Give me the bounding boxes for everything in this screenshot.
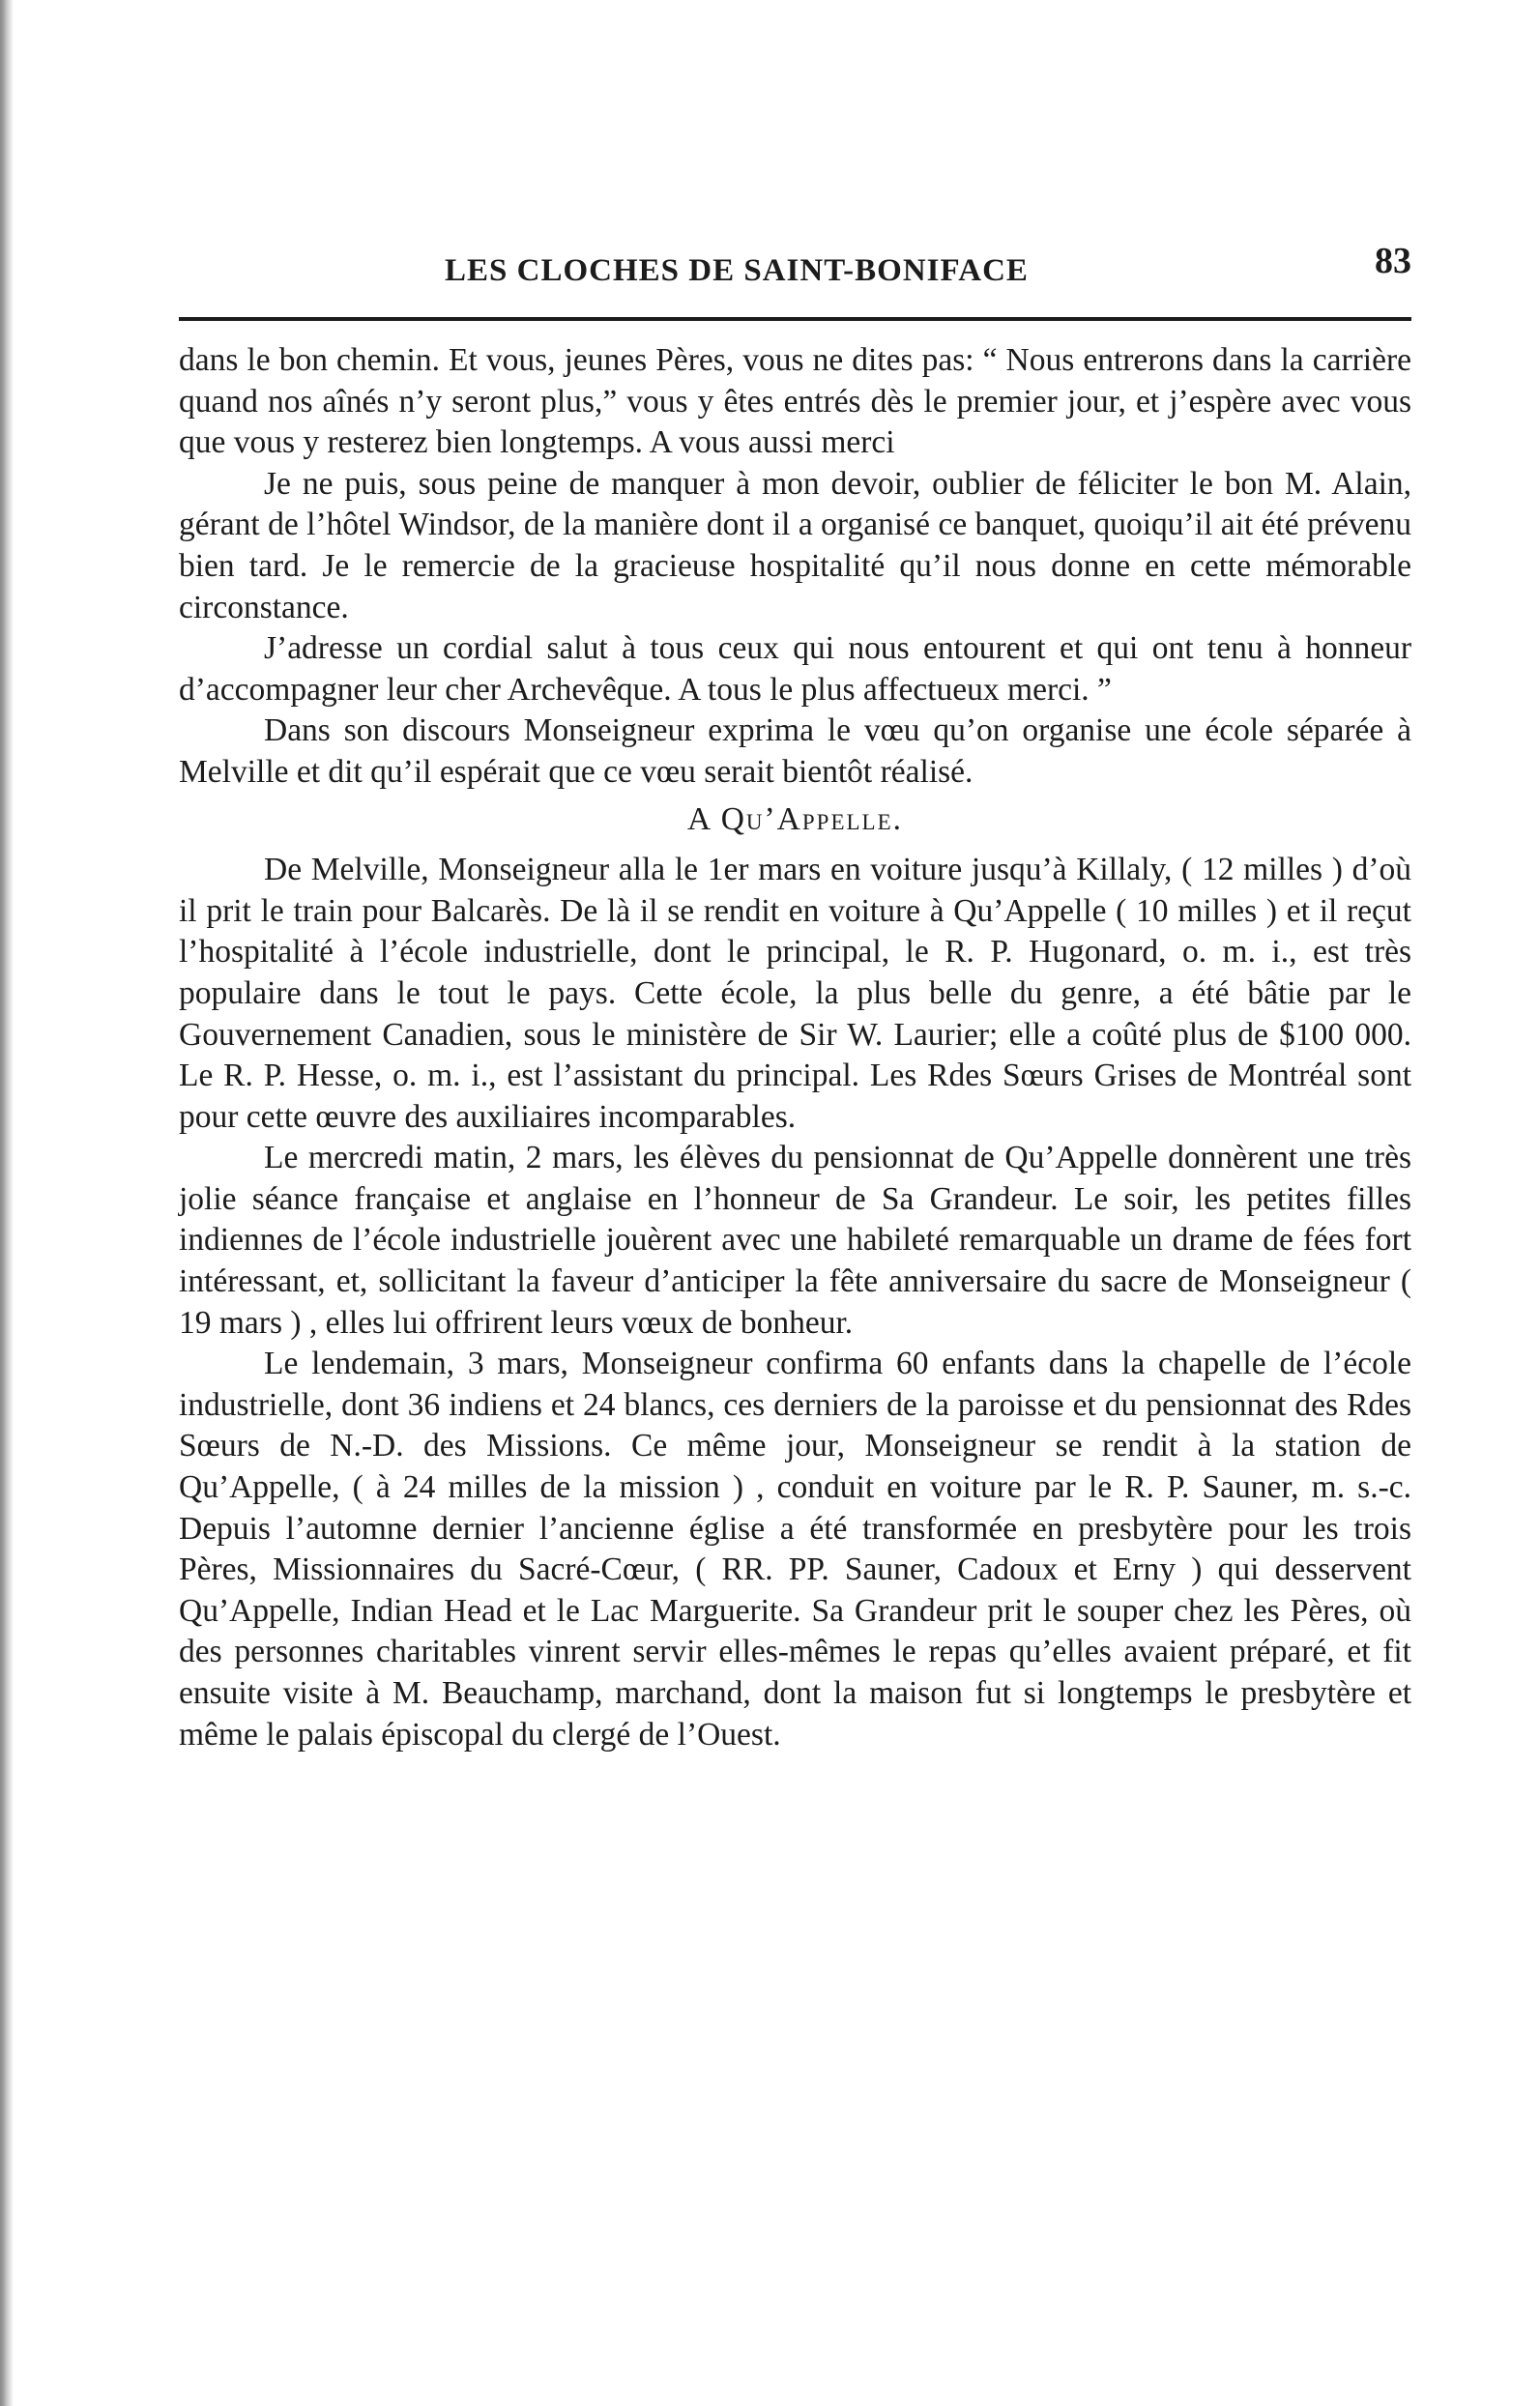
paragraph: dans le bon chemin. Et vous, jeunes Pères, vous ne dites pas: “ Nous entrerons dans la carrière quand nos aînés n’y seront plus,” vous y êtes entrés dès le premier jour, et j’espère avec vous que vous y resterez bien longtemps. A vous aussi merci: [179, 342, 1411, 461]
paragraph: De Melville, Monseigneur alla le 1er mars en voiture jusqu’à Killaly, ( 12 milles ) d’où il prit le train pour Balcarès. De là il se rendit en voiture à Qu’Appelle ( 10 milles ) et il reçut l’hospitalité à l’école industrielle, dont le principal, le R. P. Hugonard, o. m. i., est très populaire dans le tout le pays. Cette école, la plus belle du genre, a été bâtie par le Gouvernement Canadien, sous le ministère de Sir W. Laurier; elle a coûté plus de $100 000. Le R. P. Hesse, o. m. i., est l’assistant du principal. Les Rdes Sœurs Grises de Montréal sont pour cette œuvre des auxiliaires incomparables.: [179, 852, 1411, 1135]
paragraph: Le lendemain, 3 mars, Monseigneur confirma 60 enfants dans la chapelle de l’école industrielle, dont 36 indiens et 24 blancs, ces derniers de la paroisse et du pensionnat des Rdes Sœurs de N.-D. des Missions. Ce même jour, Monseigneur se rendit à la station de Qu’Appelle, ( à 24 milles de la mission ) , conduit en voiture par le R. P. Sauner, m. s.-c. Depuis l’automne dernier l’ancienne église a été transformée en presbytère pour les trois Pères, Missionnaires du Sacré-Cœur, ( RR. PP. Sauner, Cadoux et Erny ) qui desservent Qu’Appelle, Indian Head et le Lac Marguerite. Sa Grandeur prit le souper chez les Pères, où des personnes charitables vinrent servir elles-mêmes le repas qu’elles avaient préparé, et fit ensuite visite à M. Beauchamp, marchand, dont la maison fut si longtemps le presbytère et même le palais épiscopal du clergé de l’Ouest.: [179, 1346, 1411, 1753]
page-binding-edge: [0, 0, 14, 2406]
section-heading: A Qu’Appelle.: [686, 800, 904, 837]
paragraph: J’adresse un cordial salut à tous ceux qui nous entourent et qui ont tenu à honneur d’accompagner leur cher Archevêque. A tous le plus affectueux merci. ”: [179, 630, 1411, 708]
header-rule: [179, 317, 1411, 321]
paragraph: Dans son discours Monseigneur exprima le vœu qu’on organise une école séparée à Melville et dit qu’il espérait que ce vœu serait bientôt réalisé.: [179, 712, 1411, 790]
page-number: 83: [1375, 241, 1411, 281]
running-head: [174, 240, 1411, 298]
page-body: [179, 340, 1411, 1755]
paragraph: Le mercredi matin, 2 mars, les élèves du pensionnat de Qu’Appelle donnèrent une très jolie séance française et anglaise en l’honneur de Sa Grandeur. Le soir, les petites filles indiennes de l’école industrielle jouèrent avec une habileté remarquable un drame de fées fort intéressant, et, sollicitant la faveur d’anticiper la fête anniversaire du sacre de Monseigneur ( 19 mars ) , elles lui offrirent leurs vœux de bonheur.: [179, 1140, 1411, 1341]
running-title: LES CLOCHES DE SAINT-BONIFACE: [445, 253, 1029, 288]
paragraph: Je ne puis, sous peine de manquer à mon devoir, oublier de féliciter le bon M. Alain, gérant de l’hôtel Windsor, de la manière dont il a organisé ce banquet, quoiqu’il ait été prévenu bien tard. Je le remercie de la gracieuse hospitalité qu’il nous donne en cette mémorable circonstance.: [179, 465, 1411, 625]
